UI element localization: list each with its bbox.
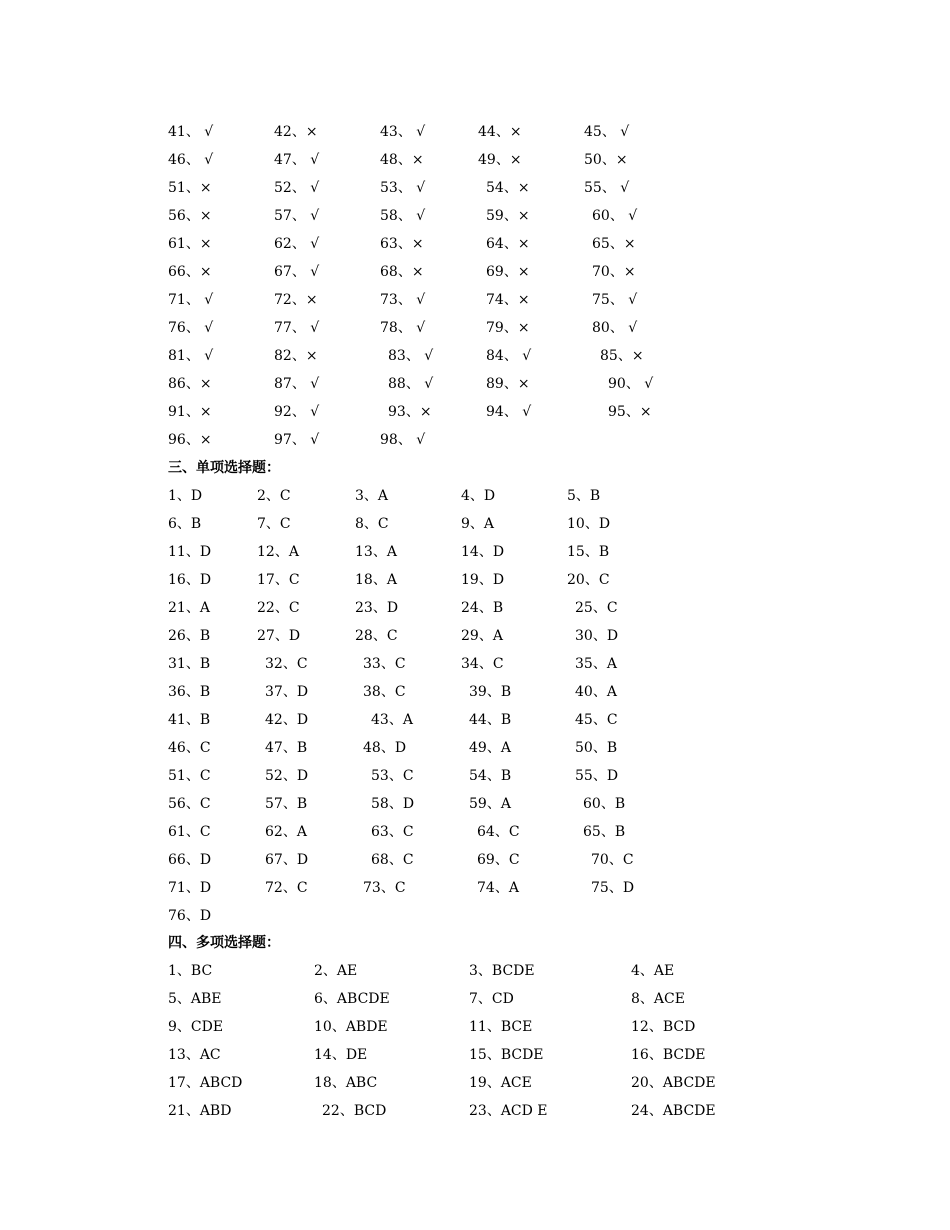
single-choice-answer: 54、B xyxy=(469,768,512,784)
single-choice-answer: 7、C xyxy=(257,516,291,532)
judgment-answer: 83、 √ xyxy=(388,348,434,364)
single-choice-answer: 57、B xyxy=(265,796,308,812)
multiple-choice-answer: 12、BCD xyxy=(631,1019,696,1035)
single-choice-answer: 33、C xyxy=(363,656,406,672)
judgment-answer: 62、 √ xyxy=(274,236,320,252)
single-choice-answer: 62、A xyxy=(265,824,307,840)
single-choice-answer: 51、C xyxy=(168,768,211,784)
single-choice-answer: 76、D xyxy=(168,908,212,924)
judgment-answer: 82、× xyxy=(274,348,318,364)
judgment-answer: 41、 √ xyxy=(168,124,214,140)
single-choice-answer: 22、C xyxy=(257,600,300,616)
judgment-answer: 91、× xyxy=(168,404,212,420)
judgment-answer: 78、 √ xyxy=(380,320,426,336)
single-choice-answer: 61、C xyxy=(168,824,211,840)
single-choice-answer: 42、D xyxy=(265,712,309,728)
single-choice-answer: 23、D xyxy=(355,600,399,616)
single-choice-answer: 74、A xyxy=(477,880,519,896)
judgment-answer: 64、× xyxy=(486,236,530,252)
judgment-answer: 50、× xyxy=(584,152,628,168)
judgment-answer: 71、 √ xyxy=(168,292,214,308)
multiple-choice-answer: 20、ABCDE xyxy=(631,1075,716,1091)
single-choice-answer: 36、B xyxy=(168,684,211,700)
judgment-answer: 77、 √ xyxy=(274,320,320,336)
multiple-choice-answer: 10、ABDE xyxy=(314,1019,388,1035)
single-choice-answer: 48、D xyxy=(363,740,407,756)
judgment-answer: 55、 √ xyxy=(584,180,630,196)
single-choice-answer: 44、B xyxy=(469,712,512,728)
judgment-answer: 46、 √ xyxy=(168,152,214,168)
single-choice-answer: 34、C xyxy=(461,656,504,672)
multiple-choice-answer: 5、ABE xyxy=(168,991,222,1007)
single-choice-answer: 43、A xyxy=(371,712,413,728)
judgment-answer: 72、× xyxy=(274,292,318,308)
single-choice-answer: 17、C xyxy=(257,572,300,588)
judgment-answer: 57、 √ xyxy=(274,208,320,224)
judgment-answer: 85、× xyxy=(600,348,644,364)
multiple-choice-answer: 24、ABCDE xyxy=(631,1103,716,1119)
judgment-answer: 59、× xyxy=(486,208,530,224)
single-choice-answer: 28、C xyxy=(355,628,398,644)
single-choice-answer: 67、D xyxy=(265,852,309,868)
single-choice-answer: 68、C xyxy=(371,852,414,868)
single-choice-heading: 三、单项选择题： xyxy=(168,460,280,476)
single-choice-answer: 40、A xyxy=(575,684,617,700)
multiple-choice-answer: 7、CD xyxy=(469,991,514,1007)
judgment-answer: 49、× xyxy=(478,152,522,168)
single-choice-answer: 21、A xyxy=(168,600,210,616)
multiple-choice-answer: 14、DE xyxy=(314,1047,368,1063)
single-choice-answer: 8、C xyxy=(355,516,389,532)
judgment-answer: 42、× xyxy=(274,124,318,140)
single-choice-answer: 15、B xyxy=(567,544,610,560)
single-choice-answer: 11、D xyxy=(168,544,212,560)
multiple-choice-answer: 6、ABCDE xyxy=(314,991,390,1007)
judgment-answer: 75、 √ xyxy=(592,292,638,308)
single-choice-answer: 45、C xyxy=(575,712,618,728)
single-choice-answer: 3、A xyxy=(355,488,389,504)
single-choice-answer: 38、C xyxy=(363,684,406,700)
single-choice-answer: 72、C xyxy=(265,880,308,896)
judgment-answer: 65、× xyxy=(592,236,636,252)
single-choice-answer: 26、B xyxy=(168,628,211,644)
judgment-answer: 98、 √ xyxy=(380,432,426,448)
judgment-answer: 70、× xyxy=(592,264,636,280)
single-choice-answer: 13、A xyxy=(355,544,397,560)
multiple-choice-answer: 2、AE xyxy=(314,963,358,979)
multiple-choice-answer: 11、BCE xyxy=(469,1019,533,1035)
single-choice-answer: 24、B xyxy=(461,600,504,616)
multiple-choice-answer: 8、ACE xyxy=(631,991,685,1007)
single-choice-answer: 69、C xyxy=(477,852,520,868)
single-choice-answer: 18、A xyxy=(355,572,397,588)
multiple-choice-answer: 4、AE xyxy=(631,963,675,979)
single-choice-answer: 32、C xyxy=(265,656,308,672)
multiple-choice-heading: 四、多项选择题： xyxy=(168,935,280,951)
single-choice-answer: 10、D xyxy=(567,516,611,532)
single-choice-answer: 5、B xyxy=(567,488,601,504)
single-choice-answer: 27、D xyxy=(257,628,301,644)
single-choice-answer: 39、B xyxy=(469,684,512,700)
judgment-answer: 97、 √ xyxy=(274,432,320,448)
single-choice-answer: 60、B xyxy=(583,796,626,812)
single-choice-answer: 46、C xyxy=(168,740,211,756)
single-choice-answer: 31、B xyxy=(168,656,211,672)
single-choice-answer: 52、D xyxy=(265,768,309,784)
judgment-answer: 51、× xyxy=(168,180,212,196)
single-choice-answer: 73、C xyxy=(363,880,406,896)
single-choice-answer: 63、C xyxy=(371,824,414,840)
single-choice-answer: 29、A xyxy=(461,628,503,644)
single-choice-answer: 70、C xyxy=(591,852,634,868)
judgment-answer: 92、 √ xyxy=(274,404,320,420)
multiple-choice-answer: 21、ABD xyxy=(168,1103,232,1119)
judgment-answer: 80、 √ xyxy=(592,320,638,336)
single-choice-answer: 66、D xyxy=(168,852,212,868)
single-choice-answer: 59、A xyxy=(469,796,511,812)
single-choice-answer: 75、D xyxy=(591,880,635,896)
judgment-answer: 81、 √ xyxy=(168,348,214,364)
single-choice-answer: 19、D xyxy=(461,572,505,588)
single-choice-answer: 65、B xyxy=(583,824,626,840)
single-choice-answer: 14、D xyxy=(461,544,505,560)
judgment-answer: 89、× xyxy=(486,376,530,392)
judgment-answer: 68、× xyxy=(380,264,424,280)
single-choice-answer: 50、B xyxy=(575,740,618,756)
judgment-answer: 63、× xyxy=(380,236,424,252)
judgment-answer: 88、 √ xyxy=(388,376,434,392)
single-choice-answer: 47、B xyxy=(265,740,308,756)
judgment-answer: 73、 √ xyxy=(380,292,426,308)
multiple-choice-answer: 13、AC xyxy=(168,1047,221,1063)
multiple-choice-answer: 17、ABCD xyxy=(168,1075,243,1091)
judgment-answer: 96、× xyxy=(168,432,212,448)
multiple-choice-answer: 16、BCDE xyxy=(631,1047,706,1063)
judgment-answer: 54、× xyxy=(486,180,530,196)
single-choice-answer: 64、C xyxy=(477,824,520,840)
judgment-answer: 87、 √ xyxy=(274,376,320,392)
judgment-answer: 47、 √ xyxy=(274,152,320,168)
single-choice-answer: 30、D xyxy=(575,628,619,644)
multiple-choice-answer: 15、BCDE xyxy=(469,1047,544,1063)
single-choice-answer: 71、D xyxy=(168,880,212,896)
judgment-answer: 60、 √ xyxy=(592,208,638,224)
single-choice-answer: 41、B xyxy=(168,712,211,728)
judgment-answer: 66、× xyxy=(168,264,212,280)
judgment-answer: 61、× xyxy=(168,236,212,252)
single-choice-answer: 25、C xyxy=(575,600,618,616)
single-choice-answer: 9、A xyxy=(461,516,495,532)
single-choice-answer: 58、D xyxy=(371,796,415,812)
single-choice-answer: 55、D xyxy=(575,768,619,784)
multiple-choice-answer: 1、BC xyxy=(168,963,213,979)
single-choice-answer: 56、C xyxy=(168,796,211,812)
judgment-answer: 86、× xyxy=(168,376,212,392)
judgment-answer: 56、× xyxy=(168,208,212,224)
multiple-choice-answer: 22、BCD xyxy=(322,1103,387,1119)
judgment-answer: 67、 √ xyxy=(274,264,320,280)
multiple-choice-answer: 3、BCDE xyxy=(469,963,535,979)
judgment-answer: 58、 √ xyxy=(380,208,426,224)
judgment-answer: 84、 √ xyxy=(486,348,532,364)
single-choice-answer: 6、B xyxy=(168,516,202,532)
single-choice-answer: 16、D xyxy=(168,572,212,588)
single-choice-answer: 1、D xyxy=(168,488,203,504)
judgment-answer: 95、× xyxy=(608,404,652,420)
single-choice-answer: 37、D xyxy=(265,684,309,700)
single-choice-answer: 53、C xyxy=(371,768,414,784)
single-choice-answer: 4、D xyxy=(461,488,496,504)
multiple-choice-answer: 19、ACE xyxy=(469,1075,532,1091)
single-choice-answer: 2、C xyxy=(257,488,291,504)
judgment-answer: 44、× xyxy=(478,124,522,140)
judgment-answer: 74、× xyxy=(486,292,530,308)
judgment-answer: 94、 √ xyxy=(486,404,532,420)
judgment-answer: 93、× xyxy=(388,404,432,420)
judgment-answer: 43、 √ xyxy=(380,124,426,140)
judgment-answer: 69、× xyxy=(486,264,530,280)
judgment-answer: 76、 √ xyxy=(168,320,214,336)
judgment-answer: 53、 √ xyxy=(380,180,426,196)
single-choice-answer: 20、C xyxy=(567,572,610,588)
multiple-choice-answer: 18、ABC xyxy=(314,1075,378,1091)
judgment-answer: 79、× xyxy=(486,320,530,336)
judgment-answer: 48、× xyxy=(380,152,424,168)
single-choice-answer: 12、A xyxy=(257,544,299,560)
multiple-choice-answer: 9、CDE xyxy=(168,1019,224,1035)
judgment-answer: 45、 √ xyxy=(584,124,630,140)
single-choice-answer: 49、A xyxy=(469,740,511,756)
single-choice-answer: 35、A xyxy=(575,656,617,672)
multiple-choice-answer: 23、ACD E xyxy=(469,1103,548,1119)
judgment-answer: 90、 √ xyxy=(608,376,654,392)
judgment-answer: 52、 √ xyxy=(274,180,320,196)
